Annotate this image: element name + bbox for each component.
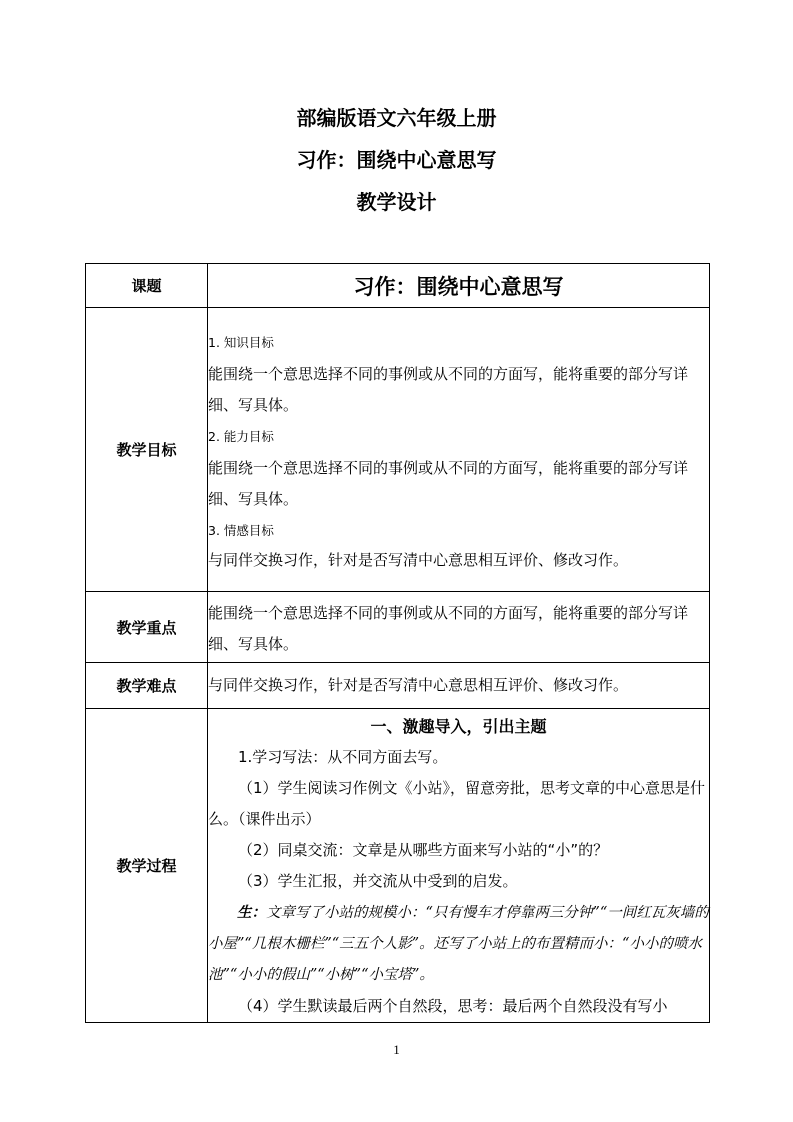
student-label: 生： (237, 904, 266, 921)
objective-heading-emotion: 3. 情感目标 (208, 523, 274, 538)
process-line-2: （1）学生阅读习作例文《小站》，留意旁批，思考文章的中心意思是什么。（课件出示） (208, 779, 706, 828)
difficulties-content: 与同伴交换习作，针对是否写清中心意思相互评价、修改习作。 (208, 663, 710, 709)
process-line-1: 1.学习写法：从不同方面去写。 (238, 748, 448, 766)
row-label-difficulties: 教学难点 (86, 663, 208, 709)
lesson-plan-table (85, 263, 710, 1023)
objective-heading-ability: 2. 能力目标 (208, 429, 274, 444)
section-title: 一、激趣导入，引出主题 (370, 717, 547, 736)
table-row (86, 592, 710, 663)
row-label-objectives: 教学目标 (86, 308, 208, 592)
doc-title-line2: 习作：围绕中心意思写 (296, 148, 497, 172)
process-line-4: （3）学生汇报，并交流从中受到的启发。 (238, 872, 518, 890)
row-label-topic: 课题 (86, 264, 208, 308)
key-points-content: 能围绕一个意思选择不同的事例或从不同的方面写，能将重要的部分写详细、写具体。 (208, 592, 710, 663)
row-label-process: 教学过程 (86, 709, 208, 1023)
student-answer (208, 897, 709, 991)
page-number: 1 (393, 1042, 400, 1057)
table-row (86, 709, 710, 1023)
row-label-key-points: 教学重点 (86, 592, 208, 663)
student-answer-text: 文章写了小站的规模小：“只有慢车才停靠两三分钟”“一间红瓦灰墙的小屋”“几根木栅栏”“三五个人影”。还写了小站上的布置精而小：“小小的喷水池”“小小的假山”“小树”“小宝塔”。 (208, 905, 709, 983)
doc-title-line3: 教学设计 (356, 190, 437, 214)
process-line-3: （2）同桌交流：文章是从哪些方面来写小站的“小”的？ (238, 841, 609, 859)
objective-text-knowledge: 能围绕一个意思选择不同的事例或从不同的方面写，能将重要的部分写详细、写具体。 (208, 365, 689, 414)
table-row (86, 663, 710, 709)
process-line-5: （4）学生默读最后两个自然段，思考：最后两个自然段没有写小 (238, 997, 668, 1015)
doc-title-line1: 部编版语文六年级上册 (296, 106, 497, 130)
objective-text-emotion: 与同伴交换习作，针对是否写清中心意思相互评价、修改习作。 (208, 551, 629, 569)
objective-text-ability: 能围绕一个意思选择不同的事例或从不同的方面写，能将重要的部分写详细、写具体。 (208, 459, 689, 508)
topic-content: 习作：围绕中心意思写 (208, 264, 710, 308)
objective-heading-knowledge: 1. 知识目标 (208, 335, 274, 350)
table-row (86, 264, 710, 308)
table-row (86, 308, 710, 592)
